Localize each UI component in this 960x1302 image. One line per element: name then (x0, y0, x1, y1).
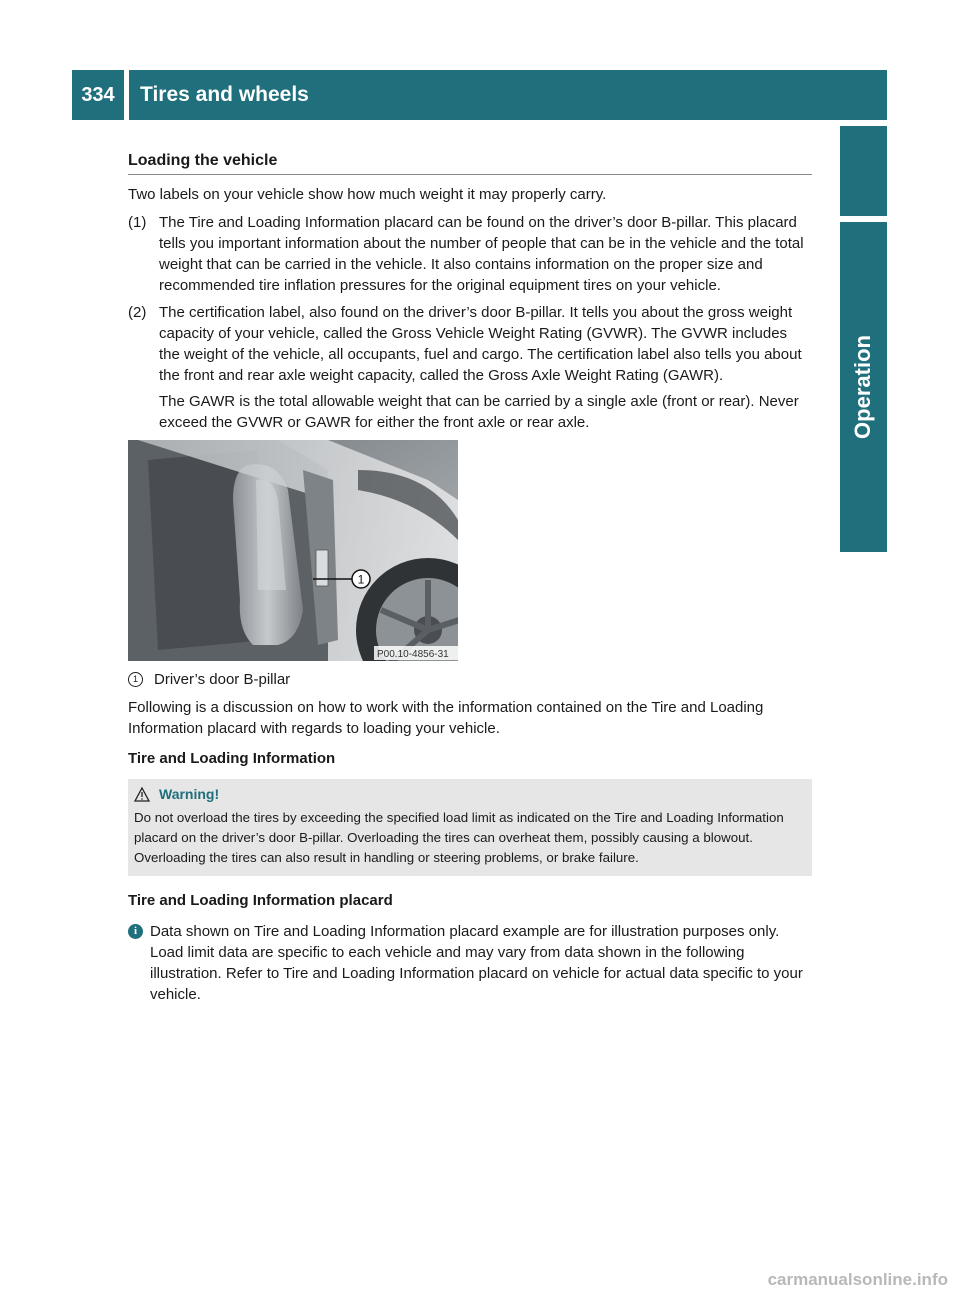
caption-text: Driver’s door B-pillar (154, 671, 291, 688)
list-item (128, 302, 812, 433)
section-heading: Loading the vehicle (128, 150, 812, 175)
discussion-paragraph: Following is a discussion on how to work with the information contained on the Tire and Loading Information placard with regards to loading your vehicle. (128, 699, 764, 737)
main-content (128, 150, 812, 1005)
car-door-image (128, 440, 458, 661)
header-separator (124, 70, 129, 120)
info-icon: i (128, 924, 143, 939)
warning-header (134, 784, 806, 805)
subheading-placard: Tire and Loading Information placard (128, 892, 393, 909)
figure-code: P00.10-4856-31 (377, 649, 449, 660)
info-text: Data shown on Tire and Loading Information placard example are for illustration purposes only. Load limit data are specific to each vehicle and may vary from data shown in the following illustration. Refer to Tire and Loading Information placard on vehicle for actual data specific to your vehicle. (150, 923, 803, 1003)
numbered-list (128, 212, 812, 433)
side-block (840, 126, 887, 216)
side-tab-label: Operation (850, 335, 875, 439)
callout-number: 1 (357, 572, 365, 587)
warning-box (128, 779, 812, 876)
warning-title: Warning! (159, 786, 220, 802)
list-marker: (1) (128, 214, 147, 231)
page-number: 334 (81, 83, 115, 106)
caption-marker: 1 (128, 672, 143, 687)
figure-caption (128, 669, 812, 690)
subheading-tire-loading: Tire and Loading Information (128, 750, 336, 767)
list-item-text: The certification label, also found on the driver’s door B-pillar. It tells you about the gross weight capacity of your vehicle, called the Gross Vehicle Weight Rating (GVWR). The GVWR includes the weight of the vehicle, all occupants, fuel and cargo. The certification label also tells you about the front and rear axle weight capacity, called the Gross Axle Weight Rating (GAWR). (159, 304, 802, 384)
b-pillar-illustration (128, 440, 458, 661)
list-item-text: The GAWR is the total allowable weight that can be carried by a single axle (front or rear). Never exceed the GVWR or GAWR for either the front axle or rear axle. (159, 393, 799, 431)
warning-triangle-icon (134, 787, 150, 802)
chapter-title: Tires and wheels (140, 83, 309, 106)
intro-paragraph: Two labels on your vehicle show how much weight it may properly carry. (128, 186, 607, 203)
footer-watermark: carmanualsonline.info (767, 1270, 948, 1289)
list-item-text: The Tire and Loading Information placard can be found on the driver’s door B-pillar. This placard tells you important information about the number of people that can be in the vehicle and the total weight that can be carried in the vehicle. It also contains information on the proper size and recommended tire inflation pressures for the original equipment tires on your vehicle. (159, 214, 804, 294)
warning-text: Do not overload the tires by exceeding the specified load limit as indicated on the Tire and Loading Information placard on the driver’s door B-pillar. Overloading the tires can overheat them, possibly causing a blowout. Overloading the tires can also result in handling or steering problems, or brake failure. (134, 810, 784, 865)
list-item (128, 212, 812, 296)
info-note (128, 921, 812, 1005)
list-marker: (2) (128, 304, 147, 321)
